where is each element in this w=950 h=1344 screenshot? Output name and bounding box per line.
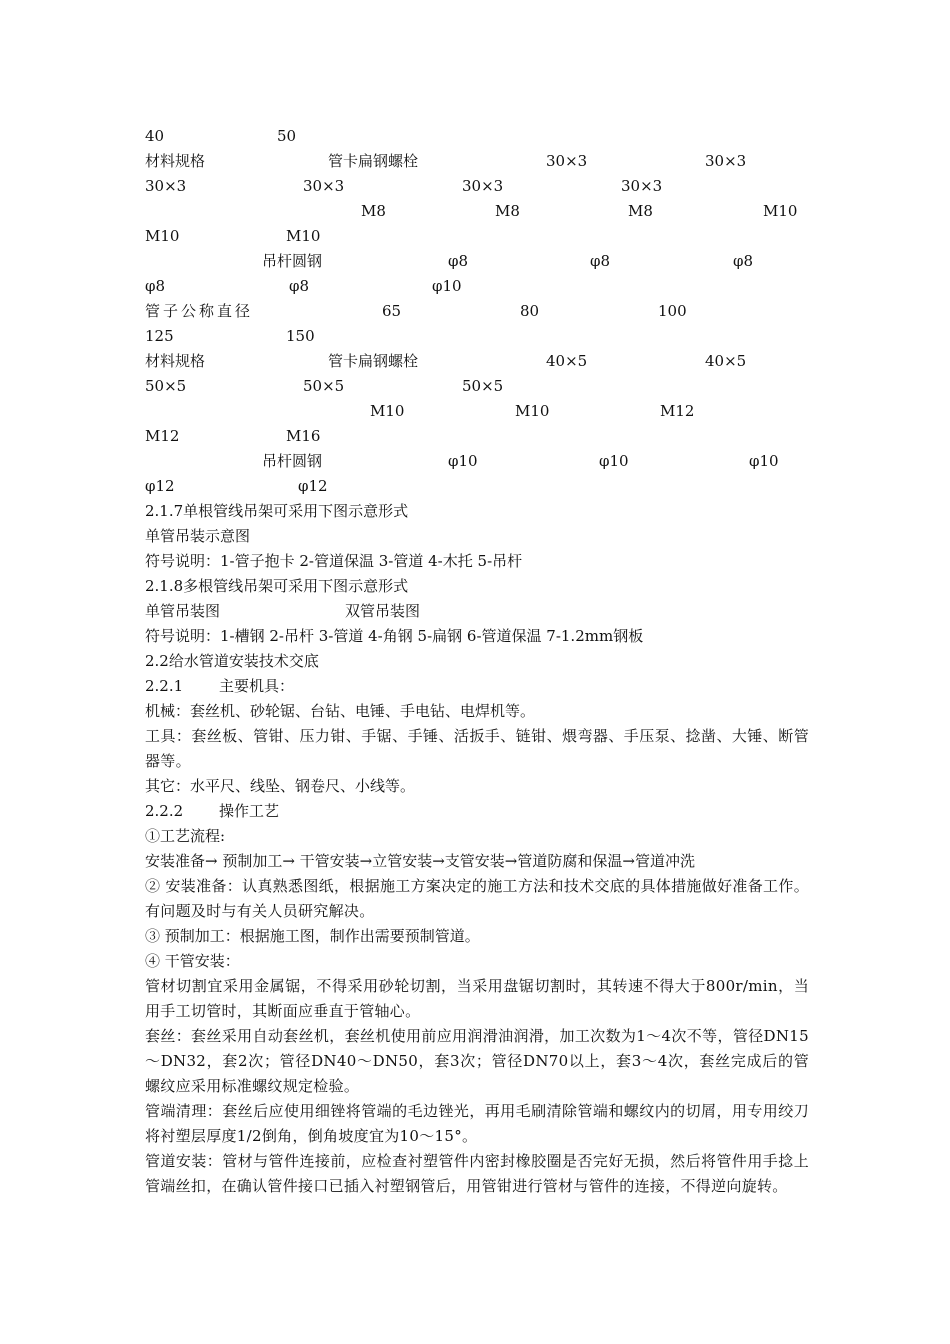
table-cell: 50×5	[303, 377, 345, 395]
table-cell: M8	[495, 202, 520, 220]
table-cell: M10	[145, 227, 180, 245]
paragraph-others: 其它：水平尺、线坠、钢卷尺、小线等。	[145, 777, 416, 795]
table-cell: φ12	[145, 477, 175, 495]
table-cell: φ10	[432, 277, 462, 295]
table-cell: 150	[286, 327, 315, 345]
table-cell: M8	[361, 202, 386, 220]
table-cell: M12	[660, 402, 695, 420]
subsection-number: 2.2.2	[145, 802, 184, 820]
table-cell: 40	[145, 127, 165, 145]
table-cell: φ8	[733, 252, 754, 270]
table-cell: 50×5	[145, 377, 187, 395]
table-cell: 65	[382, 302, 402, 320]
figure-caption-double: 双管吊装图	[345, 602, 421, 620]
paragraph-step3: ③ 预制加工：根据施工图，制作出需要预制管道。	[145, 927, 480, 945]
table-cell: 吊杆圆钢	[262, 452, 323, 470]
table-cell: φ8	[289, 277, 310, 295]
paragraph-cutting: 管材切割宜采用金属锯，不得采用砂轮切割，当采用盘锯切割时，其转速不得大于800r/min，当用手工切管时，其断面应垂直于管轴心。	[145, 977, 809, 1020]
step-heading: ④ 干管安装：	[145, 952, 240, 970]
table-cell: 50×5	[462, 377, 504, 395]
table-cell: φ8	[145, 277, 166, 295]
figure-caption: 单管吊装示意图	[145, 527, 251, 545]
table-cell: φ10	[599, 452, 629, 470]
table-cell: M10	[286, 227, 321, 245]
paragraph-cleaning: 管端清理：套丝后应使用细锉将管端的毛边锉光，再用毛刷清除管端和螺纹内的切屑，用专用绞刀将衬塑层厚度1/2倒角，倒角坡度宜为10～15°。	[145, 1102, 809, 1145]
subsection-title: 操作工艺	[219, 802, 280, 820]
table-cell: 100	[658, 302, 687, 320]
table-cell: 30×3	[303, 177, 345, 195]
subsection-number: 2.2.1	[145, 677, 184, 695]
table-cell: M12	[145, 427, 180, 445]
table-cell: 30×3	[705, 152, 747, 170]
table-cell: M10	[763, 202, 798, 220]
table-cell: 40×5	[705, 352, 747, 370]
table-cell: φ10	[749, 452, 779, 470]
table-cell: 80	[520, 302, 540, 320]
symbol-legend: 符号说明：1-管子抱卡 2-管道保温 3-管道 4-木托 5-吊杆	[145, 552, 523, 570]
step-heading: ①工艺流程:	[145, 827, 226, 845]
paragraph-install: 管道安装：管材与管件连接前，应检查衬塑管件内密封橡胶圈是否完好无损，然后将管件用手捻上管端丝扣，在确认管件接口已插入衬塑钢管后，用管钳进行管材与管件的连接，不得逆向旋转。	[145, 1152, 809, 1195]
table-cell: 125	[145, 327, 174, 345]
table-cell: φ10	[448, 452, 478, 470]
table-cell: 50	[277, 127, 297, 145]
table-cell: φ8	[448, 252, 469, 270]
table-cell: 管子公称直径	[145, 302, 254, 320]
table-cell: 40×5	[546, 352, 588, 370]
table-cell: 材料规格	[145, 352, 206, 370]
section-heading-2-1-7: 2.1.7单根管线吊架可采用下图示意形式	[145, 502, 409, 520]
paragraph-threading: 套丝：套丝采用自动套丝机，套丝机使用前应用润滑油润滑，加工次数为1～4次不等，管径DN15～DN32，套2次；管径DN40～DN50，套3次；管径DN70以上，套3～4次，套丝完成后的管螺纹应采用标准螺纹规定检验。	[145, 1027, 809, 1095]
table-cell: 管卡扁钢螺栓	[328, 152, 419, 170]
figure-caption-single: 单管吊装图	[145, 602, 221, 620]
table-cell: 30×3	[546, 152, 588, 170]
section-heading-2-2: 2.2给水管道安装技术交底	[145, 652, 319, 670]
subsection-title: 主要机具：	[219, 677, 295, 695]
process-flow: 安装准备→ 预制加工→ 干管安装→立管安装→支管安装→管道防腐和保温→管道冲洗	[145, 852, 695, 870]
table-cell: 管卡扁钢螺栓	[328, 352, 419, 370]
table-cell: 吊杆圆钢	[262, 252, 323, 270]
paragraph-machinery: 机械：套丝机、砂轮锯、台钻、电锤、手电钻、电焊机等。	[145, 702, 536, 720]
table-cell: φ12	[298, 477, 328, 495]
paragraph-tools: 工具：套丝板、管钳、压力钳、手锯、手锤、活扳手、链钳、煨弯器、手压泵、捻凿、大锤、断管器等。	[145, 727, 809, 770]
table-cell: 材料规格	[145, 152, 206, 170]
paragraph-step2: ② 安装准备：认真熟悉图纸，根据施工方案决定的施工方法和技术交底的具体措施做好准备工作。有问题及时与有关人员研究解决。	[145, 877, 809, 920]
table-cell: M8	[628, 202, 653, 220]
table-cell: 30×3	[462, 177, 504, 195]
table-cell: 30×3	[621, 177, 663, 195]
table-cell: M10	[370, 402, 405, 420]
table-cell: φ8	[590, 252, 611, 270]
section-heading-2-1-8: 2.1.8多根管线吊架可采用下图示意形式	[145, 577, 409, 595]
symbol-legend: 符号说明：1-槽钢 2-吊杆 3-管道 4-角钢 5-扁钢 6-管道保温 7-1.2mm钢板	[145, 627, 644, 645]
table-cell: M16	[286, 427, 321, 445]
table-cell: M10	[515, 402, 550, 420]
table-cell: 30×3	[145, 177, 187, 195]
